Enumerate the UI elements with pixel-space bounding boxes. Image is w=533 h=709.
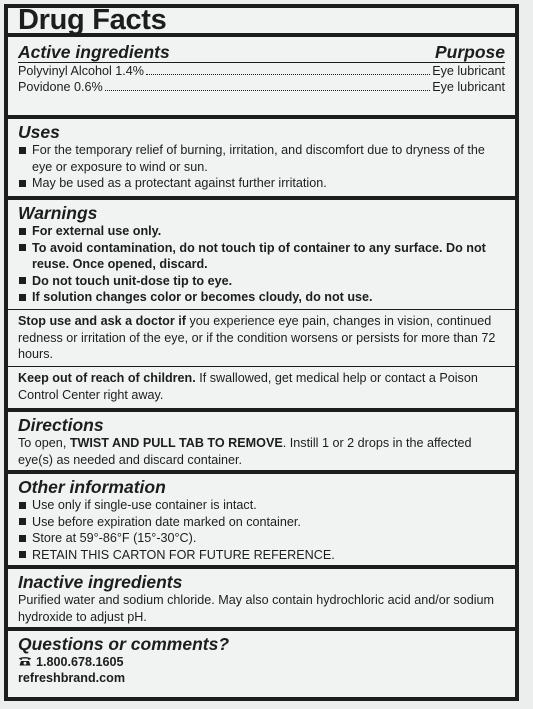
website-link[interactable]: refreshbrand.com: [18, 671, 126, 685]
ingredient-name: Polyvinyl Alcohol 1.4%: [18, 64, 145, 78]
warnings-heading: Warnings: [18, 203, 98, 223]
active-ingredient-row: [18, 64, 505, 80]
other-information-section: [8, 470, 515, 565]
warnings-section: [8, 196, 515, 309]
directions-section: [8, 408, 515, 470]
warnings-item: If solution changes color or becomes cloudy, do not use.: [18, 289, 505, 306]
keep-out-text: If swallowed, get medical help or contact a Poison Control Center right away.: [18, 371, 478, 402]
stop-use-section: [8, 309, 515, 366]
directions-heading: Directions: [18, 415, 104, 435]
warnings-item: Do not touch unit-dose tip to eye.: [18, 273, 505, 290]
ingredient-purpose: Eye lubricant: [432, 64, 505, 78]
ingredient-name: Povidone 0.6%: [18, 79, 103, 94]
keep-out-label: Keep out of reach of children.: [18, 371, 196, 385]
uses-section: [8, 115, 515, 196]
active-ingredients-section: [8, 33, 515, 115]
warnings-item: For external use only.: [18, 223, 505, 240]
stop-use-label: Stop use and ask a doctor if: [18, 314, 186, 328]
other-info-item: Store at 59°-86°F (15°-30°C).: [18, 530, 505, 547]
other-info-item: Use before expiration date marked on container.: [18, 514, 505, 531]
directions-text-cont: . Instill 1 or 2 drops in the affected eye(s) as needed and discard container.: [18, 436, 472, 467]
drug-facts-panel: [4, 4, 519, 701]
inactive-ingredients-heading: Inactive ingredients: [18, 572, 183, 592]
keep-out-section: [8, 366, 515, 408]
uses-item: May be used as a protectant against further irritation.: [18, 175, 505, 192]
stop-use-text: you experience eye pain, changes in vision, continued redness or irritation of the eye, or if the condition worsens or persists for more than 72 hours.: [18, 314, 496, 361]
other-info-item: RETAIN THIS CARTON FOR FUTURE REFERENCE.: [18, 547, 505, 564]
uses-heading: Uses: [18, 122, 60, 142]
inactive-ingredients-section: [8, 565, 515, 627]
active-ingredient-row: [18, 80, 505, 96]
inactive-ingredients-text: Purified water and sodium chloride. May also contain hydrochloric acid and/or sodium hydroxide to adjust pH.: [18, 593, 495, 624]
phone-number[interactable]: 1.800.678.1605: [36, 655, 124, 669]
page-title: Drug Facts: [18, 4, 167, 36]
questions-section: [8, 627, 515, 686]
ingredient-purpose: Eye lubricant: [432, 79, 505, 94]
warnings-item: To avoid contamination, do not touch tip of container to any surface. Do not reuse. Once opened, discard.: [18, 240, 505, 273]
questions-heading: Questions or comments?: [18, 634, 230, 654]
purpose-heading: Purpose: [434, 42, 505, 62]
active-ingredients-heading: Active ingredients: [18, 42, 170, 62]
other-information-heading: Other information: [18, 477, 166, 497]
telephone-icon: [18, 654, 36, 670]
other-info-item: Use only if single-use container is intact.: [18, 497, 505, 514]
directions-text: To open,: [18, 436, 70, 450]
directions-bold-text: TWIST AND PULL TAB TO REMOVE: [69, 436, 283, 450]
title-section: [8, 4, 515, 36]
uses-item: For the temporary relief of burning, irritation, and discomfort due to dryness of the eye or exposure to wind or sun.: [18, 142, 505, 175]
